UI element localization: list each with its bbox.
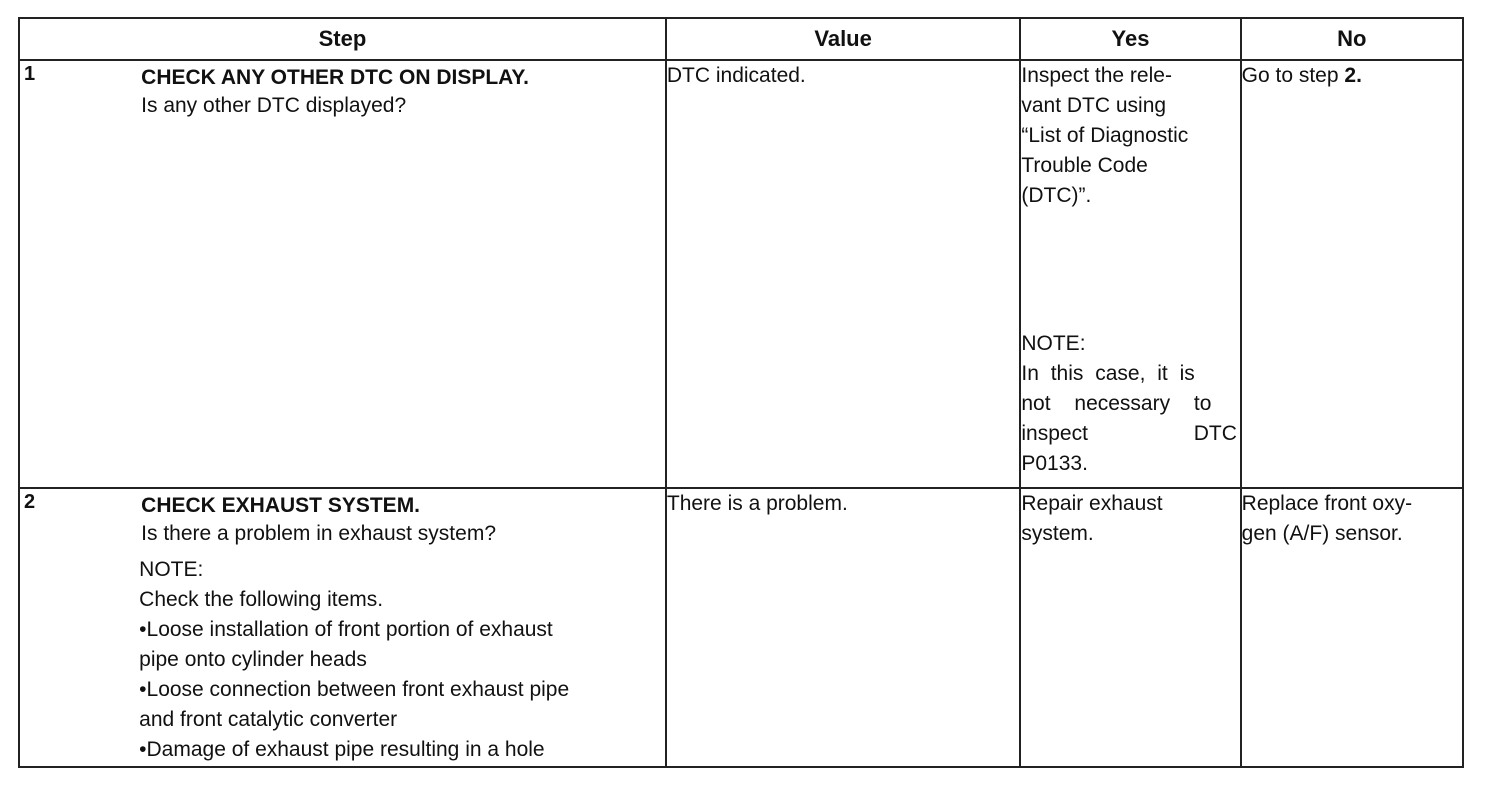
header-value: Value xyxy=(666,18,1020,60)
step-note xyxy=(139,555,665,765)
step-question: Is there a problem in exhaust system? xyxy=(141,522,496,545)
note-line: •Damage of exhaust pipe resulting in a hole xyxy=(139,738,545,761)
yes-cell xyxy=(1020,488,1240,767)
note-line: pipe onto cylinder heads xyxy=(139,648,367,671)
header-step: Step xyxy=(19,18,666,60)
note-label: NOTE: xyxy=(1021,332,1086,355)
value-text: DTC indicated. xyxy=(666,64,806,87)
header-row xyxy=(19,18,1463,60)
value-text: There is a problem. xyxy=(666,492,848,515)
no-step-ref: 2. xyxy=(1344,64,1362,87)
step-number-cell xyxy=(19,488,141,767)
note-line: Check the following items. xyxy=(139,588,384,611)
note-label: NOTE: xyxy=(139,558,204,581)
header-no: No xyxy=(1241,18,1463,60)
yes-text xyxy=(1021,61,1239,329)
table-row xyxy=(19,488,1463,767)
step-title: CHECK EXHAUST SYSTEM. xyxy=(141,494,421,517)
value-cell xyxy=(666,488,1020,767)
step-title: CHECK ANY OTHER DTC ON DISPLAY. xyxy=(141,66,529,89)
yes-cell xyxy=(1020,60,1240,488)
yes-note xyxy=(1021,329,1239,479)
note-line: P0133. xyxy=(1021,452,1088,475)
no-line: Replace front oxy- xyxy=(1241,492,1413,515)
no-prefix: Go to step xyxy=(1241,64,1345,87)
step-question: Is any other DTC displayed? xyxy=(141,94,407,117)
step-number: 2 xyxy=(24,491,36,513)
diagnostic-table xyxy=(18,17,1464,768)
yes-line: Repair exhaust xyxy=(1021,492,1163,515)
no-line: gen (A/F) sensor. xyxy=(1241,522,1403,545)
yes-line: (DTC)”. xyxy=(1021,184,1092,207)
note-text: In this case, it is xyxy=(1021,362,1195,385)
note-line: not necessary to xyxy=(1021,392,1212,415)
step-cell xyxy=(141,60,666,488)
yes-line: Trouble Code xyxy=(1021,154,1148,177)
note-line: inspect DTC xyxy=(1021,422,1237,445)
step-number-cell xyxy=(19,60,141,488)
yes-line: vant DTC using xyxy=(1021,94,1167,117)
yes-line: system. xyxy=(1021,522,1094,545)
no-cell xyxy=(1241,60,1463,488)
header-yes: Yes xyxy=(1020,18,1240,60)
no-cell xyxy=(1241,488,1463,767)
table-row xyxy=(19,60,1463,488)
step-number: 1 xyxy=(24,63,36,85)
yes-line: Inspect the rele- xyxy=(1021,64,1172,87)
step-cell xyxy=(141,488,666,767)
note-line xyxy=(1021,359,1239,389)
no-text xyxy=(1242,61,1462,91)
note-line: •Loose installation of front portion of exhaust xyxy=(139,618,553,641)
yes-line: “List of Diagnostic xyxy=(1021,124,1189,147)
note-line: and front catalytic converter xyxy=(139,708,398,731)
value-cell xyxy=(666,60,1020,488)
note-line: •Loose connection between front exhaust pipe xyxy=(139,678,570,701)
